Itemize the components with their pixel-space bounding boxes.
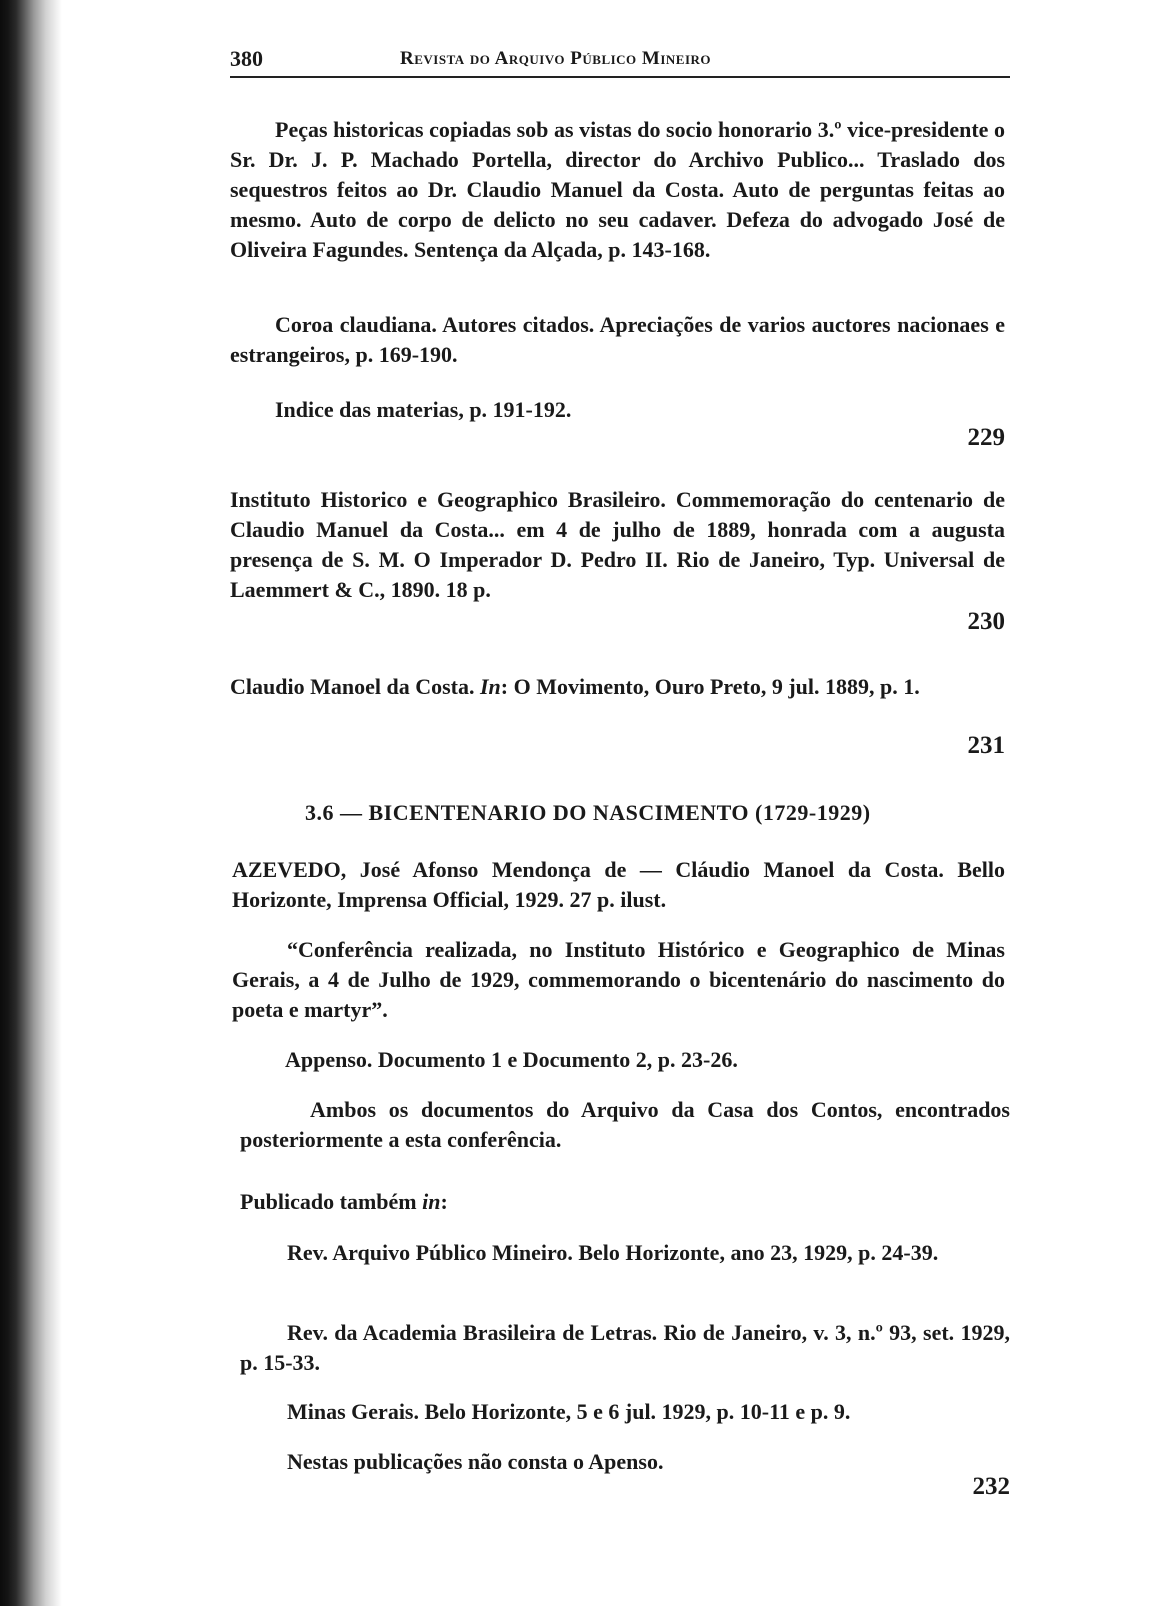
section-heading: 3.6 — BICENTENARIO DO NASCIMENTO (1729-1929) xyxy=(305,800,871,825)
running-title: Revista do Arquivo Público Mineiro xyxy=(400,48,712,69)
entry-paragraph: Instituto Historico e Geographico Brasileiro. Commemoração do centenario de Claudio Manuel da Costa... em 4 de julho de 1889, honrada com a augusta presença de S. M. O Imperador D. Pedro II. Rio de Janeiro, Typ. Universal de Laemmert & C., 1890. 18 p. xyxy=(230,487,1005,602)
entry-text: Publicado também xyxy=(240,1189,423,1214)
entry-number: 229 xyxy=(967,424,1005,451)
entry-paragraph: Appenso. Documento 1 e Documento 2, p. 23-26. xyxy=(285,1047,738,1072)
entry-paragraph xyxy=(240,1187,840,1217)
entry-paragraph: Nestas publicações não consta o Apenso. xyxy=(287,1449,664,1474)
entry-text-italic: in xyxy=(422,1189,441,1214)
entry-paragraph: AZEVEDO, José Afonso Mendonça de — Cláudio Manoel da Costa. Bello Horizonte, Imprensa Official, 1929. 27 p. ilust. xyxy=(232,857,1005,912)
entry-paragraph xyxy=(230,672,1005,702)
entry-text: : O Movimento, Ouro Preto, 9 jul. 1889, p. 1. xyxy=(500,674,920,699)
entry-paragraph: Rev. da Academia Brasileira de Letras. Rio de Janeiro, v. 3, n.º 93, set. 1929, p. 15-33. xyxy=(240,1320,1010,1375)
entry-text: : xyxy=(440,1189,448,1214)
entry-text-italic: In xyxy=(479,674,501,699)
entry-paragraph: Indice das materias, p. 191-192. xyxy=(275,397,572,422)
entry-paragraph: “Conferência realizada, no Instituto Histórico e Geographico de Minas Gerais, a 4 de Julho de 1929, commemorando o bicentenário do nascimento do poeta e martyr”. xyxy=(232,937,1005,1022)
entry-number: 230 xyxy=(967,608,1005,635)
page-header xyxy=(230,46,1010,78)
page-number: 380 xyxy=(230,46,263,71)
entry-paragraph: Peças historicas copiadas sob as vistas do socio honorario 3.º vice-presidente o Sr. Dr. J. P. Machado Portella, director do Archivo Publico... Traslado dos sequestros feitos ao Dr. Claudio Manuel da Costa. Auto de perguntas feitas ao mesmo. Auto de corpo de delicto no seu cadaver. Defeza do advogado José de Oliveira Fagundes. Sentença da Alçada, p. 143-168. xyxy=(230,117,1005,262)
entry-paragraph: Rev. Arquivo Público Mineiro. Belo Horizonte, ano 23, 1929, p. 24-39. xyxy=(287,1240,939,1265)
entry-number: 231 xyxy=(967,732,1005,759)
entry-paragraph: Minas Gerais. Belo Horizonte, 5 e 6 jul. 1929, p. 10-11 e p. 9. xyxy=(287,1399,851,1424)
entry-number: 232 xyxy=(972,1473,1010,1500)
entry-paragraph: Coroa claudiana. Autores citados. Apreciações de varios auctores nacionaes e estrangeiros, p. 169-190. xyxy=(230,312,1005,367)
entry-paragraph: Ambos os documentos do Arquivo da Casa dos Contos, encontrados posteriormente a esta conferência. xyxy=(240,1097,1010,1152)
entry-text: Claudio Manoel da Costa. xyxy=(230,674,480,699)
